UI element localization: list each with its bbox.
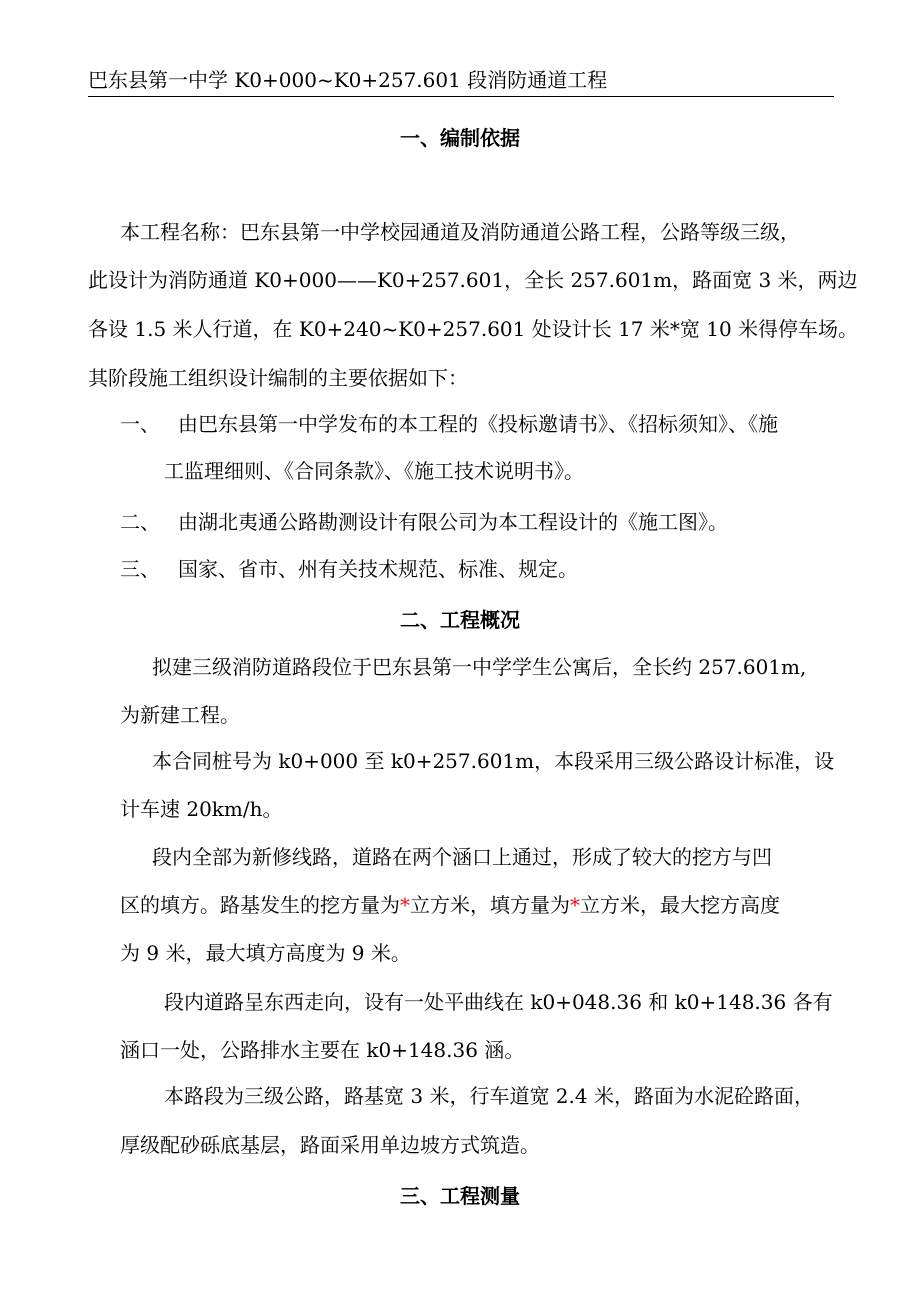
page-header: 巴东县第一中学 K0+000~K0+257.601 段消防通道工程 bbox=[88, 66, 834, 97]
text-run: 区的填方。路基发生的挖方量为 bbox=[120, 893, 400, 917]
section-heading-survey: 三、工程测量 bbox=[400, 1184, 520, 1208]
text-run: 立方米，最大挖方高度 bbox=[580, 893, 780, 917]
para-line: 拟建三级消防道路段位于巴东县第一中学学生公寓后，全长约 257.601m, bbox=[152, 655, 807, 679]
para-line: 各设 1.5 米人行道，在 K0+240~K0+257.601 处设计长 17 米*宽 10 米得停车场。 bbox=[88, 317, 859, 341]
placeholder-star: * bbox=[570, 893, 580, 917]
para-line bbox=[120, 891, 780, 919]
para-line: 段内道路呈东西走向，设有一处平曲线在 k0+048.36 和 k0+148.36 各有 bbox=[164, 990, 833, 1014]
para-line: 其阶段施工组织设计编制的主要依据如下： bbox=[88, 366, 468, 390]
para-line: 涵口一处，公路排水主要在 k0+148.36 涵。 bbox=[120, 1038, 525, 1062]
text-run: 立方米，填方量为 bbox=[410, 893, 570, 917]
para-line: 段内全部为新修线路，道路在两个涵口上通过，形成了较大的挖方与凹 bbox=[152, 845, 772, 869]
list-number: 二、 bbox=[120, 510, 160, 534]
section-heading-overview: 二、工程概况 bbox=[400, 608, 520, 632]
section-heading-basis: 一、编制依据 bbox=[400, 126, 520, 150]
para-line: 厚级配砂砾底基层，路面采用单边坡方式筑造。 bbox=[120, 1133, 540, 1157]
list-item-text: 工监理细则、《合同条款》、《施工技术说明书》。 bbox=[164, 459, 584, 483]
list-item-text: 由湖北夷通公路勘测设计有限公司为本工程设计的《施工图》。 bbox=[178, 510, 728, 534]
placeholder-star: * bbox=[400, 893, 410, 917]
para-line: 为 9 米，最大填方高度为 9 米。 bbox=[120, 941, 411, 965]
para-line: 本工程名称：巴东县第一中学校园通道及消防通道公路工程，公路等级三级， bbox=[120, 220, 800, 244]
list-number: 一、 bbox=[120, 412, 160, 436]
para-line: 计车速 20km/h。 bbox=[120, 797, 283, 821]
para-line: 为新建工程。 bbox=[120, 703, 240, 727]
para-line: 本路段为三级公路，路基宽 3 米，行车道宽 2.4 米，路面为水泥砼路面， bbox=[164, 1084, 814, 1108]
list-number: 三、 bbox=[120, 557, 160, 581]
list-item-text: 国家、省市、州有关技术规范、标准、规定。 bbox=[178, 557, 578, 581]
para-line: 本合同桩号为 k0+000 至 k0+257.601m，本段采用三级公路设计标准，设 bbox=[152, 749, 835, 773]
list-item-text: 由巴东县第一中学发布的本工程的《投标邀请书》、《招标须知》、《施 bbox=[178, 412, 778, 436]
para-line: 此设计为消防通道 K0+000——K0+257.601，全长 257.601m，路面宽 3 米，两边 bbox=[88, 268, 858, 292]
